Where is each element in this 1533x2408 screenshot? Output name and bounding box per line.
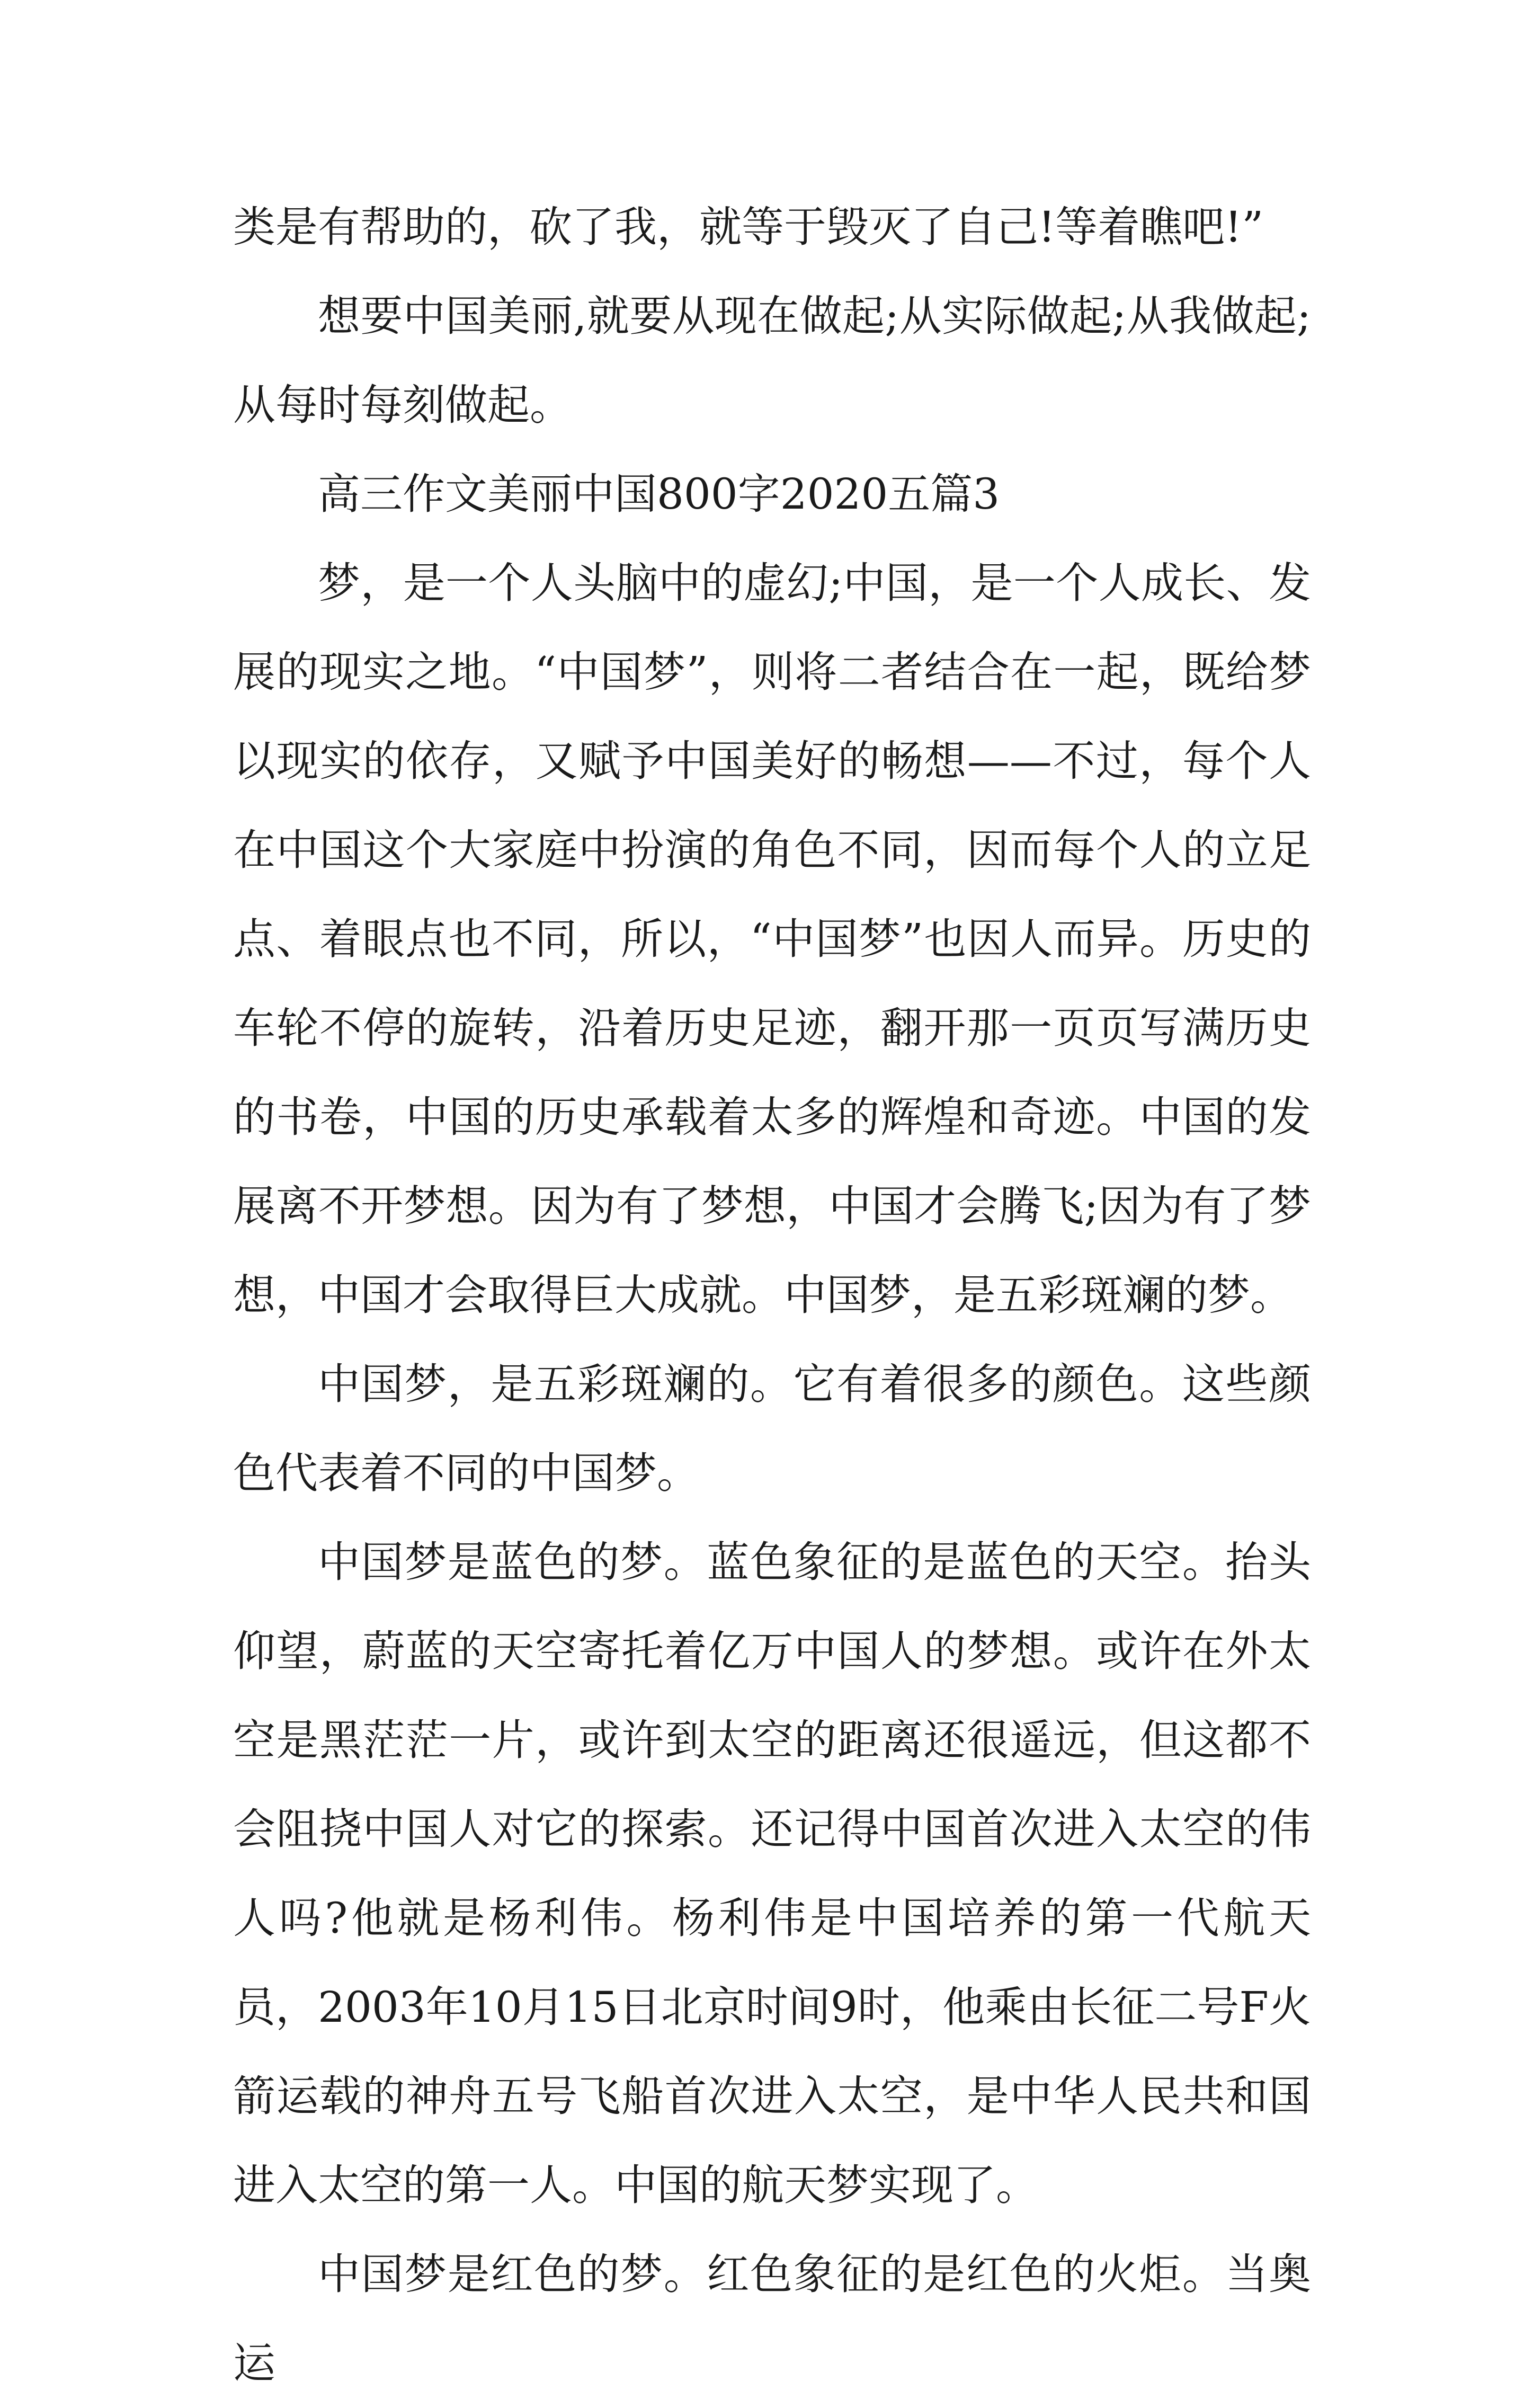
paragraph: 想要中国美丽,就要从现在做起;从实际做起;从我做起;从每时每刻做起。	[233, 291, 1311, 430]
section-heading: 高三作文美丽中国800字2020五篇3	[318, 469, 1000, 519]
paragraph-continuation: 类是有帮助的，砍了我，就等于毁灭了自己!等着瞧吧!”	[233, 202, 1264, 252]
paragraph: 中国梦是红色的梦。红色象征的是红色的火炬。当奥运	[233, 2250, 1311, 2388]
paragraph: 中国梦是蓝色的梦。蓝色象征的是蓝色的天空。抬头仰望，蔚蓝的天空寄托着亿万中国人的梦想。或许在外太空是黑茫茫一片，或许到太空的距离还很遥远，但这都不会阻挠中国人对它的探索。还记得中国首次进入太空的伟人吗?他就是杨利伟。杨利伟是中国培养的第一代航天员，2003年10月15日北京时间9时，他乘由长征二号F火箭运载的神舟五号飞船首次进入太空，是中华人民共和国进入太空的第一人。中国的航天梦实现了。	[233, 1538, 1311, 2210]
paragraph: 中国梦，是五彩斑斓的。它有着很多的颜色。这些颜色代表着不同的中国梦。	[233, 1360, 1311, 1498]
body-text	[233, 183, 1311, 2408]
paragraph: 梦，是一个人头脑中的虚幻;中国，是一个人成长、发展的现实之地。“中国梦”，则将二者结合在一起，既给梦以现实的依存，又赋予中国美好的畅想——不过，每个人在中国这个大家庭中扮演的角色不同，因而每个人的立足点、着眼点也不同，所以，“中国梦”也因人而异。历史的车轮不停的旋转，沿着历史足迹，翻开那一页页写满历史的书卷，中国的历史承载着太多的辉煌和奇迹。中国的发展离不开梦想。因为有了梦想，中国才会腾飞;因为有了梦想，中国才会取得巨大成就。中国梦，是五彩斑斓的梦。	[233, 558, 1311, 1320]
